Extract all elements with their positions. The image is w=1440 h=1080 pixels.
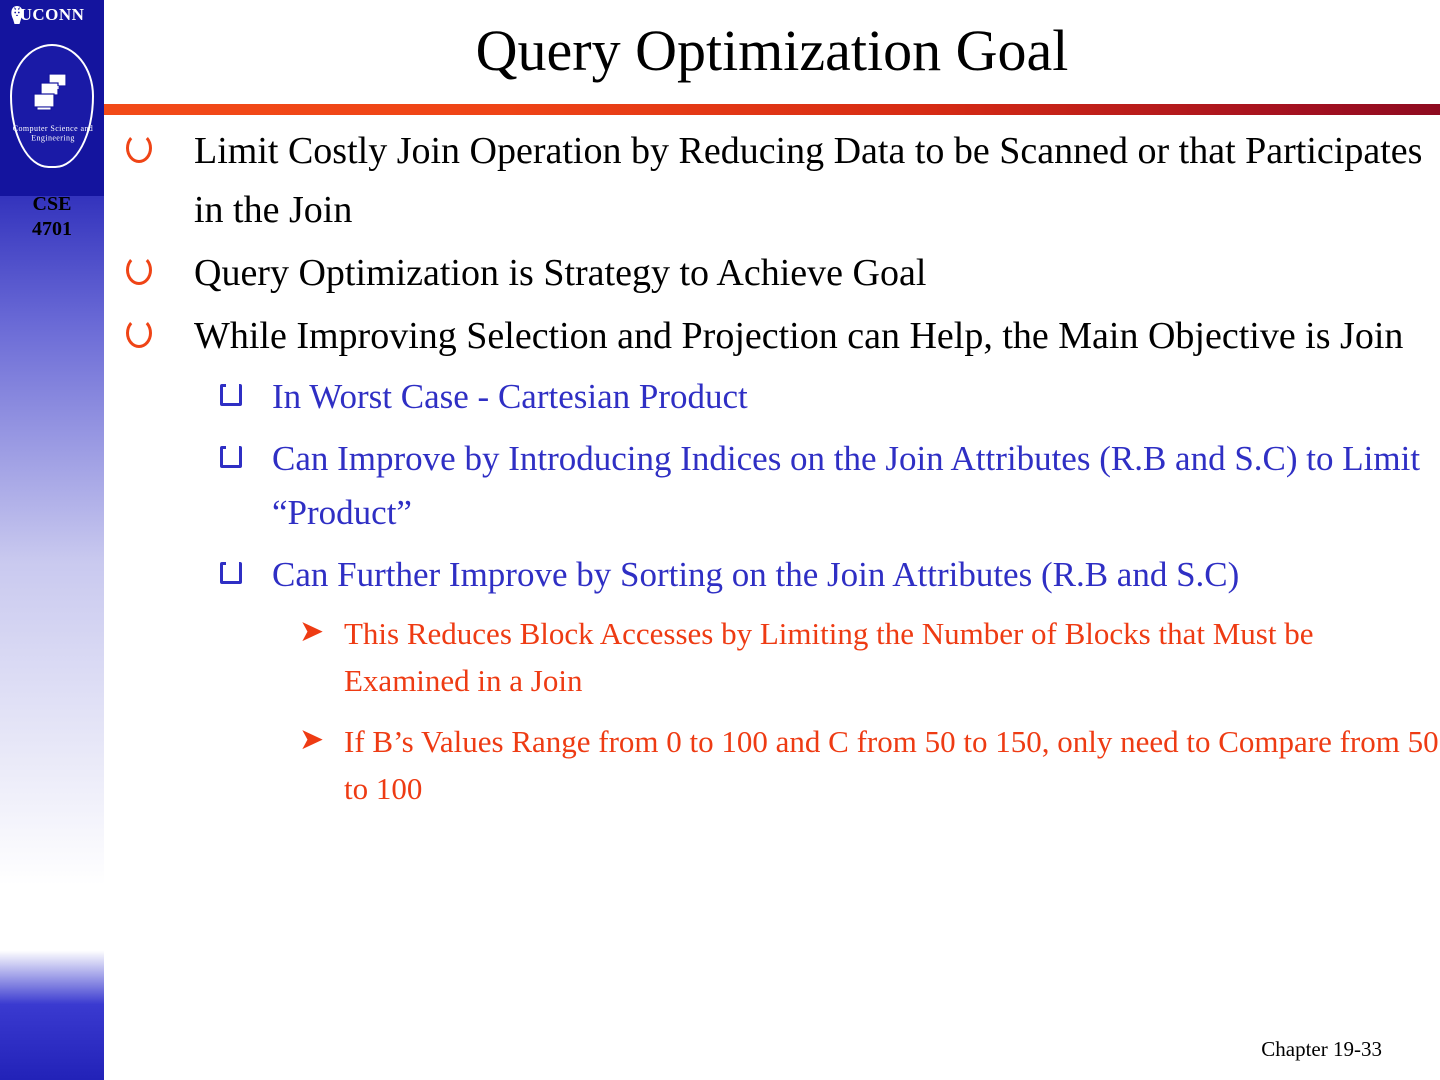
circle-bullet-icon — [126, 318, 152, 348]
bullet-text: Can Improve by Introducing Indices on the Join Attributes (R.B and S.C) to Limit “Product” — [272, 439, 1421, 532]
bullet-text: While Improving Selection and Projection can Help, the Main Objective is Join — [194, 315, 1404, 357]
square-bullet-icon — [220, 384, 242, 406]
circle-bullet-icon — [126, 255, 152, 285]
bullet-text: Limit Costly Join Operation by Reducing Data to be Scanned or that Participates in the Join — [194, 130, 1423, 231]
seal-text: Computer Science and Engineering — [12, 123, 94, 143]
bullet-level1 — [104, 307, 1440, 366]
square-bullet-icon — [220, 562, 242, 584]
arrow-bullet-icon: ➤ — [299, 723, 325, 756]
bullet-text: If B’s Values Range from 0 to 100 and C from 50 to 150, only need to Compare from 50 to 100 — [344, 724, 1439, 806]
bullet-level2 — [104, 432, 1440, 540]
bullet-level3 — [104, 718, 1440, 812]
course-code — [0, 192, 104, 242]
sidebar — [0, 0, 104, 1080]
computer-icon — [31, 70, 77, 114]
bullet-text: This Reduces Block Accesses by Limiting the Number of Blocks that Must be Examined in a Join — [344, 616, 1314, 698]
uconn-wordmark: UCONN — [19, 5, 85, 24]
cse-department-seal — [7, 32, 99, 180]
bullet-level1 — [104, 244, 1440, 303]
bullet-level3 — [104, 610, 1440, 704]
slide-title: Query Optimization Goal — [475, 18, 1069, 83]
bullet-level2 — [104, 548, 1440, 602]
bullet-text: Can Further Improve by Sorting on the Join Attributes (R.B and S.C) — [272, 555, 1240, 594]
slide-body — [104, 122, 1440, 1022]
course-code-line1: CSE — [32, 193, 72, 215]
bullet-level1 — [104, 122, 1440, 240]
bullet-text: Query Optimization is Strategy to Achieve Goal — [194, 252, 927, 294]
circle-bullet-icon — [126, 133, 152, 163]
course-code-line2: 4701 — [32, 218, 72, 240]
slide-footer: Chapter 19-33 — [1261, 1037, 1382, 1061]
square-bullet-icon — [220, 446, 242, 468]
bullet-level2 — [104, 370, 1440, 424]
bullet-text: In Worst Case - Cartesian Product — [272, 377, 748, 416]
arrow-bullet-icon: ➤ — [299, 615, 325, 648]
title-divider — [104, 104, 1440, 115]
